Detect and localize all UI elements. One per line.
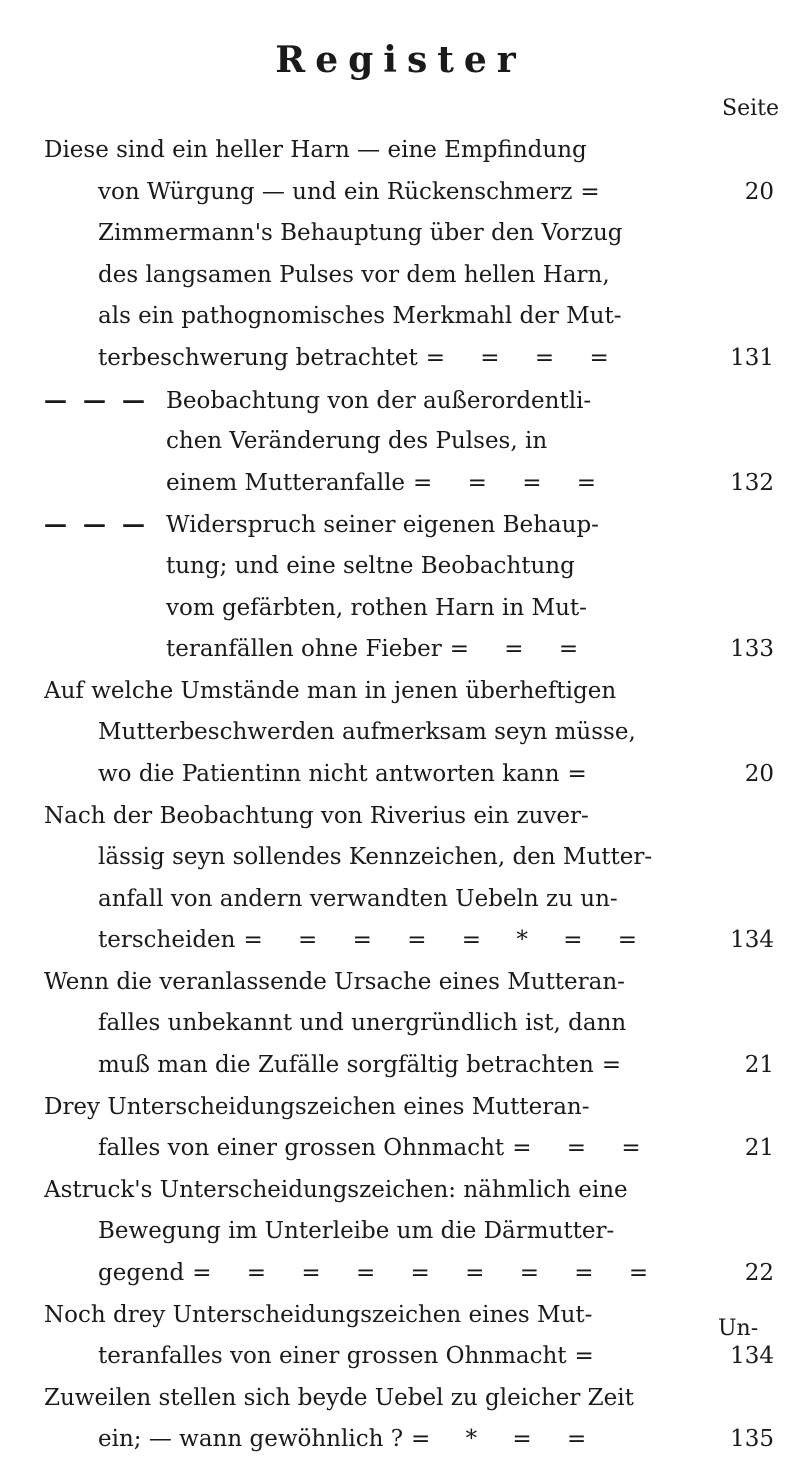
leader-dots: = <box>580 178 614 205</box>
register-line <box>44 338 774 380</box>
register-line <box>44 837 774 879</box>
register-line-text: Noch drey Unterscheidungszeichen eines Mut- <box>44 1301 593 1328</box>
page-number: 133 <box>730 636 774 663</box>
catchword: Un- <box>718 1316 759 1341</box>
register-line-text: falles von einer grossen Ohnmacht <box>98 1135 505 1162</box>
register-line-text: des langsamen Pulses vor dem hellen Harn, <box>98 261 610 288</box>
ditto-dashes: — — — <box>44 511 150 539</box>
leader-dots: = = = = = * = = <box>243 927 652 954</box>
register-line-text: tung; und eine seltne Beobachtung <box>166 552 575 579</box>
register-line-text: Astruck's Unterscheidungszeichen: nähmlich eine <box>44 1176 628 1203</box>
register-line-text: terscheiden <box>98 927 236 954</box>
register-line-text: Bewegung im Unterleibe um die Därmutter- <box>98 1218 615 1245</box>
register-line <box>44 879 774 921</box>
register-line <box>44 1170 774 1212</box>
register-line-text: Beobachtung von der außerordentli- <box>166 387 592 414</box>
register-line <box>44 920 774 962</box>
register-line-text: anfall von andern verwandten Uebeln zu un- <box>98 885 618 912</box>
page-number: 132 <box>730 469 774 496</box>
register-line-text: Diese sind ein heller Harn — eine Empfindung <box>44 137 587 163</box>
register-line-text: vom gefärbten, rothen Harn in Mut- <box>166 594 587 621</box>
register-line-text: Drey Unterscheidungszeichen eines Mutteran- <box>44 1093 590 1120</box>
register-line <box>44 130 774 172</box>
register-line-text: teranfalles von einer grossen Ohnmacht <box>98 1343 567 1370</box>
register-line <box>44 213 774 255</box>
register-line <box>44 588 774 630</box>
register-line-text: als ein pathognomisches Merkmahl der Mut- <box>98 303 622 330</box>
register-line-text: gegend <box>98 1260 185 1287</box>
register-line-text: Zimmermann's Behauptung über den Vorzug <box>98 220 623 247</box>
register-line <box>44 463 774 505</box>
register-line-text: Nach der Beobachtung von Riverius ein zuver- <box>44 802 589 829</box>
register-line <box>44 1378 774 1420</box>
register-line-text: chen Veränderung des Pulses, in <box>166 428 548 455</box>
register-line-text: falles unbekannt und unergründlich ist, dann <box>98 1010 627 1037</box>
leader-dots: = <box>601 1052 636 1079</box>
register-line <box>44 1003 774 1045</box>
register-line-text: Zuweilen stellen sich beyde Uebel zu gleicher Zeit <box>44 1384 634 1411</box>
register-line-text: Wenn die veranlassende Ursache eines Mutteran- <box>44 968 625 995</box>
register-line <box>44 296 774 338</box>
leader-dots: = = = <box>449 636 593 663</box>
page-number: 20 <box>744 178 774 205</box>
page-number: 134 <box>730 1343 774 1370</box>
page-number: 21 <box>744 1052 774 1079</box>
register-line <box>44 1128 774 1170</box>
register-line <box>44 754 774 796</box>
leader-dots: = = = = <box>413 469 611 496</box>
leader-dots: = = = = <box>425 344 623 371</box>
register-line <box>44 629 774 671</box>
ditto-dashes: — — — <box>44 386 150 414</box>
register-line <box>44 255 774 297</box>
register-line-text: Mutterbeschwerden aufmerksam seyn müsse, <box>98 719 636 746</box>
register-line-text: wo die Patientinn nicht antworten kann <box>98 760 560 787</box>
page-column-label: Seite <box>722 96 779 121</box>
register-line <box>44 504 774 546</box>
register-line <box>44 671 774 713</box>
page-number: 131 <box>730 344 774 371</box>
register-line-text: einem Mutteranfalle <box>166 469 406 496</box>
page-title: Register <box>275 39 526 81</box>
register-line-text: von Würgung — und ein Rückenschmerz <box>98 178 573 205</box>
register-line <box>44 796 774 838</box>
page-number: 21 <box>744 1135 774 1162</box>
register-line <box>44 172 774 214</box>
register-line-text: muß man die Zufälle sorgfältig betrachten <box>98 1052 594 1079</box>
page-number: 134 <box>730 927 774 954</box>
register-line <box>44 421 774 463</box>
register-line-text: Widerspruch seiner eigenen Behaup- <box>166 512 599 539</box>
register-line-text: ein; — wann gewöhnlich ? <box>98 1426 404 1453</box>
page-number: 20 <box>744 760 774 787</box>
leader-dots: = = = <box>512 1135 655 1162</box>
register-line <box>44 1253 774 1295</box>
register-line <box>44 546 774 588</box>
register-line <box>44 380 774 422</box>
register-line <box>44 1087 774 1129</box>
register-line-text: terbeschwerung betrachtet <box>98 344 418 371</box>
register-line-text: teranfällen ohne Fieber <box>166 636 442 663</box>
register-line <box>44 962 774 1004</box>
leader-dots: = <box>574 1343 608 1370</box>
leader-dots: = <box>567 760 601 787</box>
register-entries <box>44 130 774 1461</box>
page-number: 135 <box>730 1426 774 1453</box>
leader-dots: = = = = = = = = = <box>192 1260 663 1287</box>
register-line <box>44 1419 774 1461</box>
register-line-text: Auf welche Umstände man in jenen überheftigen <box>44 677 617 704</box>
register-line <box>44 712 774 754</box>
register-line <box>44 1045 774 1087</box>
register-line-text: lässig seyn sollendes Kennzeichen, den Mutter- <box>98 844 653 871</box>
leader-dots: = * = = <box>411 1426 601 1453</box>
register-line <box>44 1295 774 1337</box>
page-number: 22 <box>744 1260 774 1287</box>
register-line <box>44 1211 774 1253</box>
register-line <box>44 1336 774 1378</box>
